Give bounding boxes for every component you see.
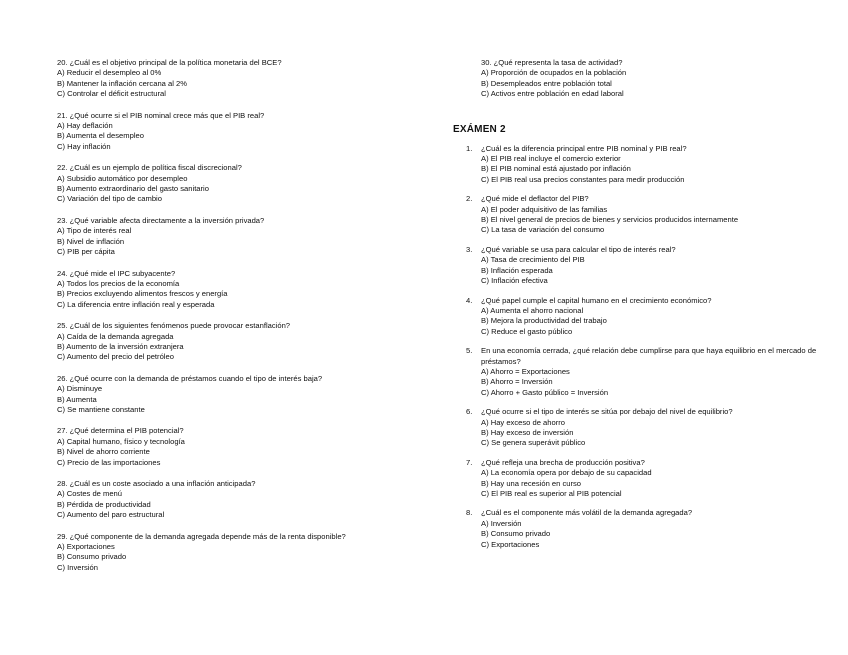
option-a: A) Aumenta el ahorro nacional	[481, 305, 584, 315]
option-b: B) Aumenta	[57, 394, 97, 404]
exam2-question-7	[453, 458, 833, 500]
option-a: A) Tasa de crecimiento del PIB	[481, 255, 585, 265]
option-c: C) La tasa de variación del consumo	[481, 225, 605, 235]
option-b: B) Consumo privado	[57, 552, 127, 562]
question-22	[57, 163, 417, 205]
option-b: B) Nivel de ahorro corriente	[57, 447, 150, 457]
exam2-question-2	[453, 194, 833, 236]
question-text: 30. ¿Qué representa la tasa de actividad?	[481, 58, 623, 67]
option-a: A) El PIB real incluye el comercio exterior	[481, 154, 621, 164]
option-c: C) La diferencia entre inflación real y esperada	[57, 299, 215, 309]
question-text: ¿Qué mide el deflactor del PIB?	[481, 194, 589, 204]
question-text: 25. ¿Cuál de los siguientes fenómenos puede provocar estanflación?	[57, 321, 291, 331]
option-b: B) Desempleados entre población total	[481, 78, 612, 88]
option-a: A) Tipo de interés real	[57, 226, 132, 236]
option-a: A) Caída de la demanda agregada	[57, 331, 174, 341]
option-a: A) Ahorro = Exportaciones	[481, 366, 570, 376]
question-30	[481, 58, 833, 100]
option-b: B) Aumenta el desempleo	[57, 131, 144, 141]
question-text: 23. ¿Qué variable afecta directamente a la inversión privada?	[57, 215, 265, 225]
exam2-question-6	[453, 407, 833, 449]
option-c: C) Variación del tipo de cambio	[57, 194, 162, 204]
option-c: C) Inflación efectiva	[481, 276, 548, 286]
option-a: A) Capital humano, físico y tecnología	[57, 436, 185, 446]
question-26	[57, 374, 417, 416]
option-c: C) Se genera superávit público	[481, 438, 586, 448]
exam2-question-3	[453, 245, 833, 287]
option-b: B) Pérdida de productividad	[57, 499, 151, 509]
option-c: C) Hay inflación	[57, 141, 111, 151]
question-number: 2.	[466, 194, 473, 204]
question-number: 7.	[466, 457, 473, 467]
question-27	[57, 426, 417, 468]
question-text: ¿Qué variable se usa para calcular el tipo de interés real?	[481, 244, 676, 254]
exam-2-heading: EXÁMEN 2	[453, 123, 506, 135]
option-c: C) Aumento del paro estructural	[57, 510, 165, 520]
question-text: 21. ¿Qué ocurre si el PIB nominal crece más que el PIB real?	[57, 110, 265, 120]
option-b: B) Inflación esperada	[481, 265, 553, 275]
option-a: A) Hay deflación	[57, 121, 113, 131]
option-c: C) Precio de las importaciones	[57, 457, 161, 467]
question-number: 6.	[466, 407, 473, 417]
question-text: ¿Qué papel cumple el capital humano en el crecimiento económico?	[481, 295, 712, 305]
option-a: A) Subsidio automático por desempleo	[57, 173, 188, 183]
option-c: C) PIB per cápita	[57, 247, 115, 257]
question-number: 5.	[466, 346, 473, 356]
option-c: C) Reduce el gasto público	[481, 326, 573, 336]
option-c: C) Activos entre población en edad laboral	[481, 89, 624, 99]
option-a: A) Proporción de ocupados en la población	[481, 68, 627, 78]
question-29	[57, 532, 417, 574]
exam2-question-1	[453, 144, 833, 186]
option-b: B) Precios excluyendo alimentos frescos y energía	[57, 289, 228, 299]
option-c: C) El PIB real es superior al PIB potencial	[481, 489, 622, 498]
right-column	[453, 58, 833, 559]
option-b: B) Mejora la productividad del trabajo	[481, 316, 607, 326]
option-a: A) Disminuye	[57, 384, 103, 394]
option-c: C) Se mantiene constante	[57, 404, 145, 414]
option-a: A) Inversión	[481, 518, 522, 528]
option-a: A) Todos los precios de la economía	[57, 278, 180, 288]
option-a: A) Exportaciones	[57, 542, 115, 552]
option-a: A) Hay exceso de ahorro	[481, 417, 565, 427]
question-text: ¿Cuál es la diferencia principal entre PIB nominal y PIB real?	[481, 143, 687, 153]
question-number: 4.	[466, 295, 473, 305]
option-b: B) Consumo privado	[481, 529, 551, 539]
question-text: 27. ¿Qué determina el PIB potencial?	[57, 426, 184, 436]
option-c: C) Aumento del precio del petróleo	[57, 352, 174, 362]
question-20	[57, 58, 417, 100]
option-a: A) Reducir el desempleo al 0%	[57, 68, 162, 78]
question-number: 8.	[466, 508, 473, 518]
question-text: 29. ¿Qué componente de la demanda agregada depende más de la renta disponible?	[57, 531, 346, 541]
option-c: C) Controlar el déficit estructural	[57, 89, 166, 99]
question-text: 28. ¿Cuál es un coste asociado a una inflación anticipada?	[57, 479, 256, 488]
question-text: ¿Cuál es el componente más volátil de la demanda agregada?	[481, 508, 693, 518]
option-c: C) El PIB real usa precios constantes para medir producción	[481, 174, 685, 184]
option-b: B) Hay una recesión en curso	[481, 478, 582, 488]
question-text: 22. ¿Cuál es un ejemplo de política fiscal discrecional?	[57, 163, 242, 173]
option-b: B) Aumento de la inversión extranjera	[57, 341, 184, 351]
question-21	[57, 111, 417, 153]
option-b: B) El nivel general de precios de bienes y servicios producidos internamente	[481, 215, 739, 225]
question-text: 26. ¿Qué ocurre con la demanda de préstamos cuando el tipo de interés baja?	[57, 373, 323, 383]
question-number: 3.	[466, 244, 473, 254]
option-b: B) Nivel de inflación	[57, 236, 125, 246]
option-b: B) Hay exceso de inversión	[481, 427, 574, 437]
exam2-question-4	[453, 296, 833, 338]
option-b: B) El PIB nominal está ajustado por inflación	[481, 164, 631, 174]
question-23	[57, 216, 417, 258]
question-24	[57, 269, 417, 311]
question-text: ¿Qué ocurre si el tipo de interés se sitúa por debajo del nivel de equilibrio?	[481, 407, 733, 417]
question-28	[57, 479, 417, 521]
option-a: A) El poder adquisitivo de las familias	[481, 204, 608, 214]
exam2-question-5	[453, 346, 833, 398]
question-number: 1.	[466, 143, 473, 153]
option-a: A) Costes de menú	[57, 489, 122, 499]
question-text: 24. ¿Qué mide el IPC subyacente?	[57, 268, 176, 278]
option-c: C) Inversión	[57, 562, 98, 572]
option-c: C) Exportaciones	[481, 539, 540, 549]
option-c: C) Ahorro + Gasto público = Inversión	[481, 387, 609, 397]
question-text: En una economía cerrada, ¿qué relación debe cumplirse para que haya equilibrio en el mercado de préstamos?	[481, 346, 817, 366]
question-25	[57, 321, 417, 363]
option-b: B) Aumento extraordinario del gasto sanitario	[57, 184, 209, 194]
left-column	[57, 58, 417, 584]
option-b: B) Mantener la inflación cercana al 2%	[57, 78, 188, 88]
option-a: A) La economía opera por debajo de su capacidad	[481, 468, 652, 478]
option-b: B) Ahorro = Inversión	[481, 377, 553, 387]
question-text: 20. ¿Cuál es el objetivo principal de la política monetaria del BCE?	[57, 58, 282, 67]
question-text: ¿Qué refleja una brecha de producción positiva?	[481, 457, 645, 467]
exam2-question-8	[453, 508, 833, 550]
